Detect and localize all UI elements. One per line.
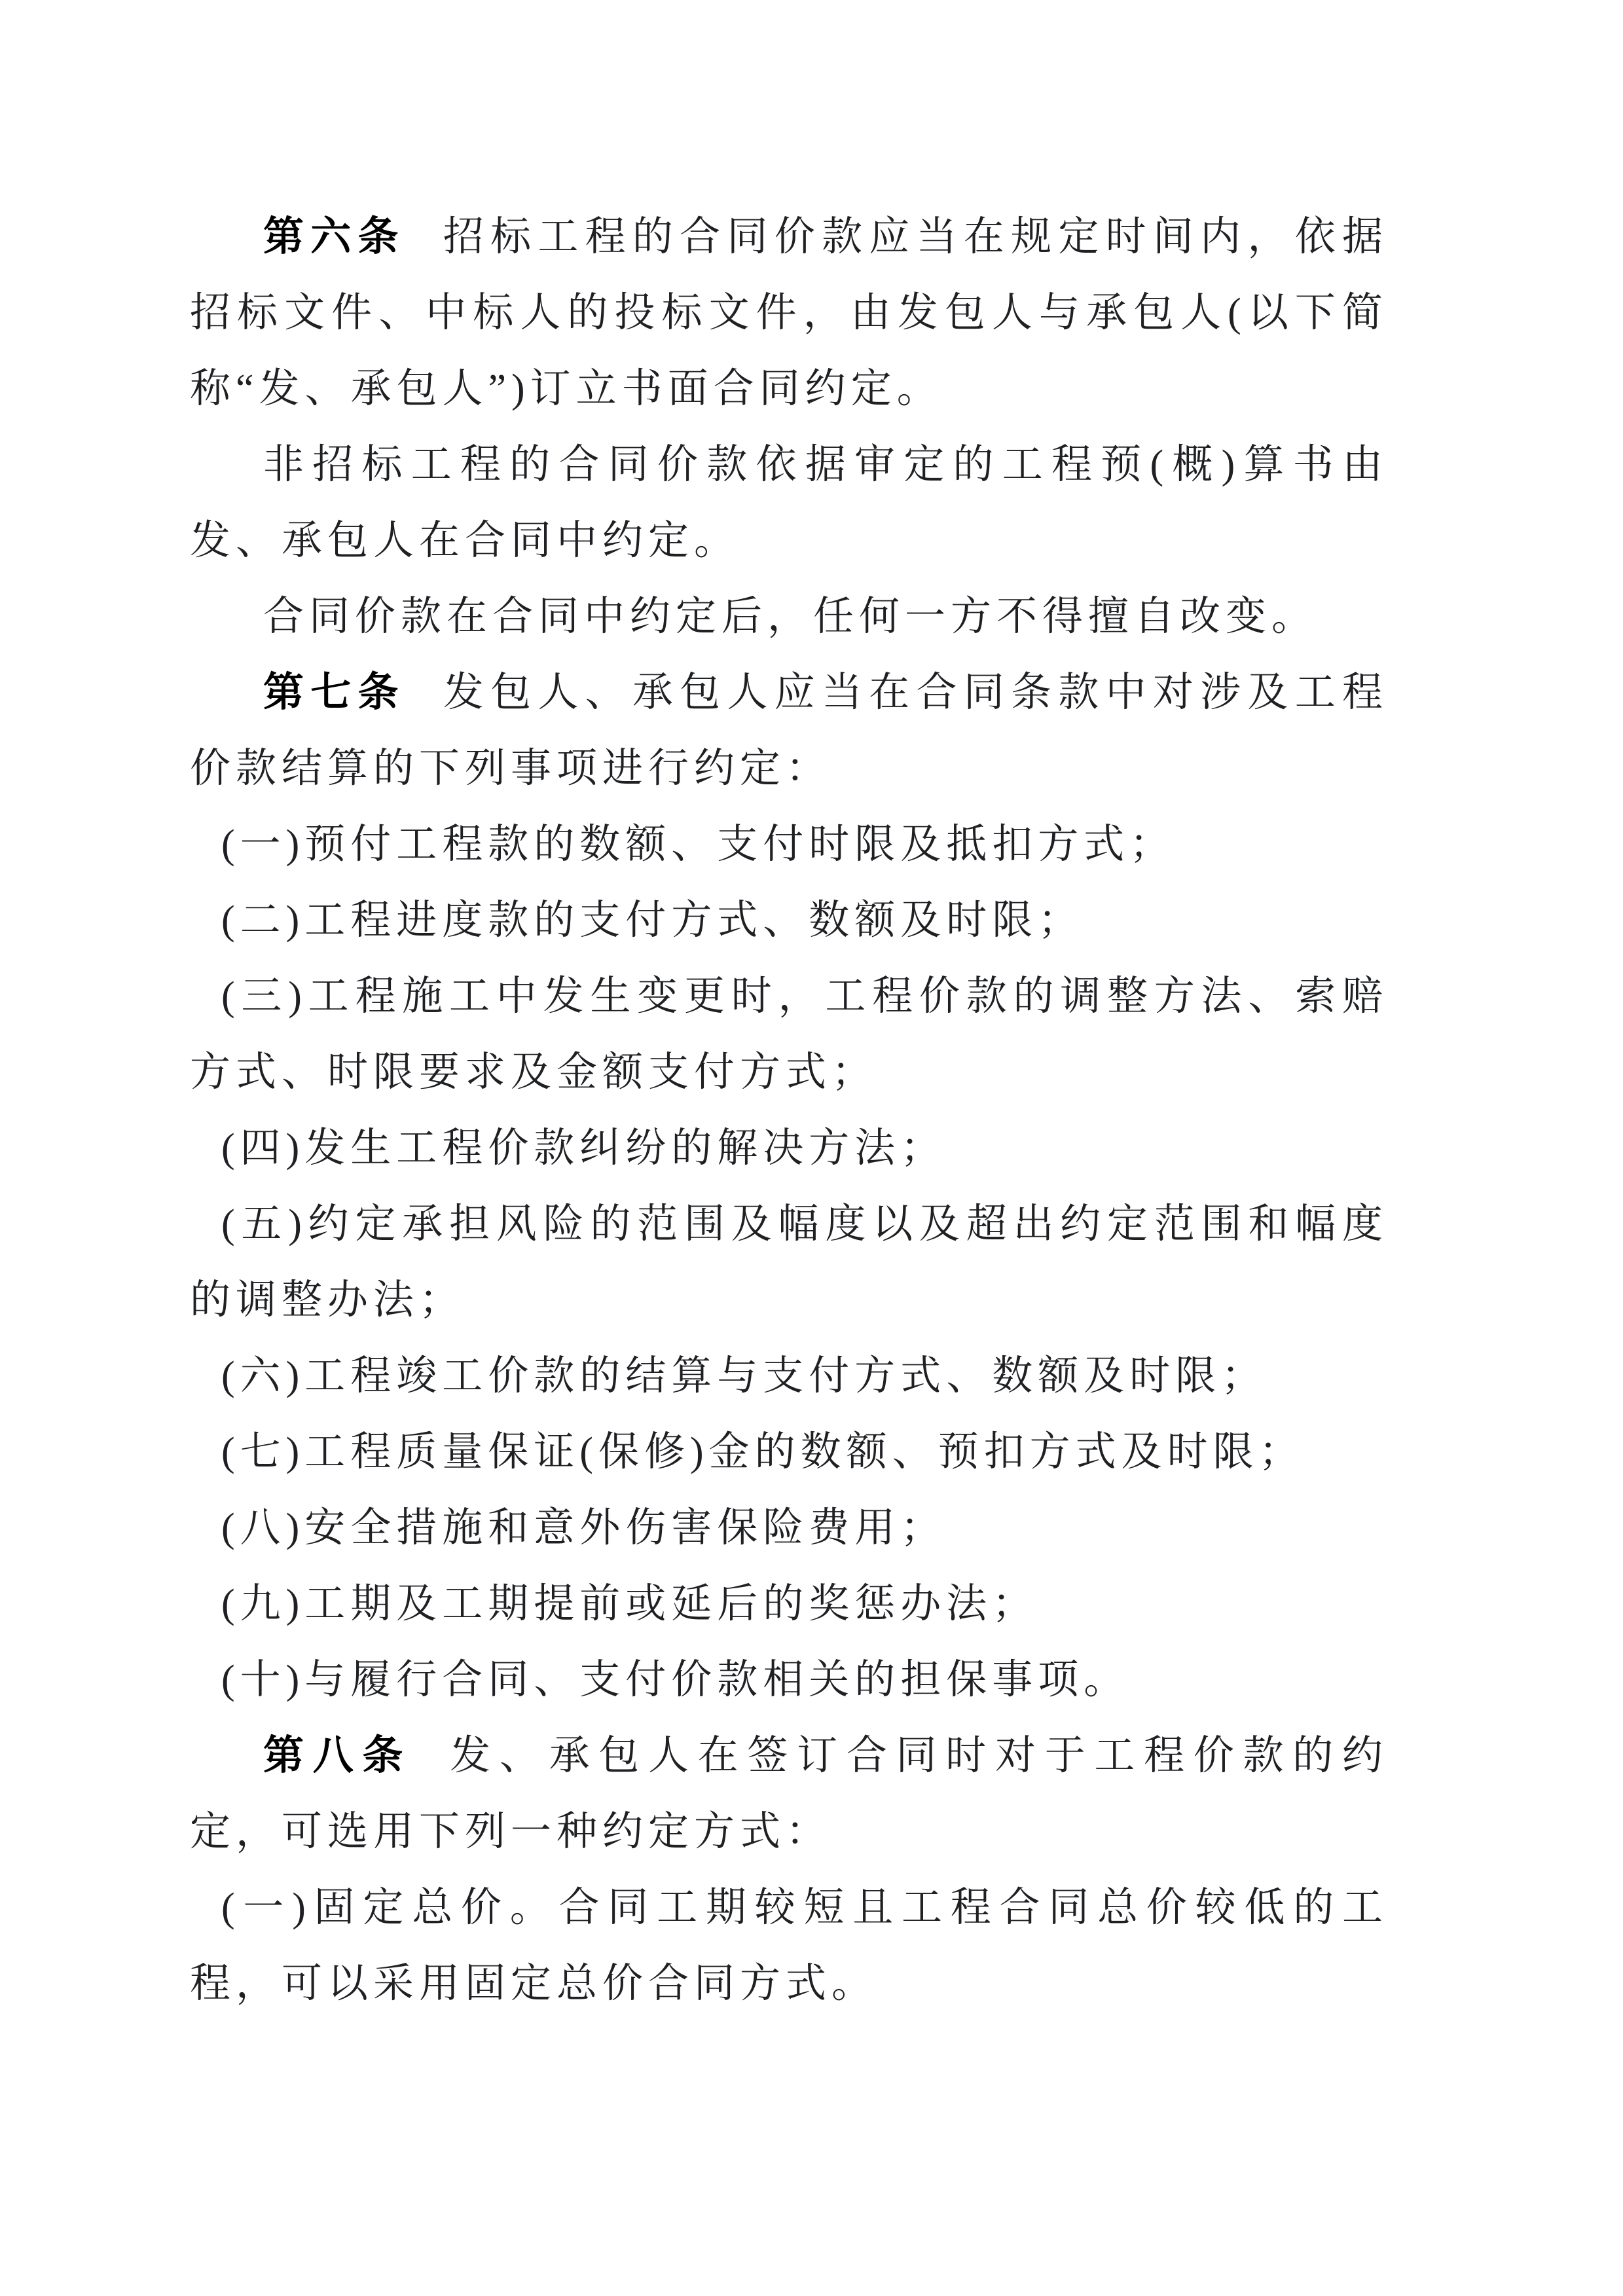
paragraph-text: (七)工程质量保证(保修)金的数额、预扣方式及时限； [221,1430,1305,1474]
paragraph-text: 合同价款在合同中约定后，任何一方不得擅自改变。 [263,594,1318,639]
paragraph-article-8 [190,1718,1388,1870]
list-item-5 [190,1186,1388,1338]
list-item-7 [190,1414,1388,1490]
list-item-8 [190,1490,1388,1566]
list-item-fixed-price [190,1870,1388,2022]
article-number: 第八条 [263,1734,412,1778]
list-item-10 [190,1642,1388,1718]
paragraph-text: 发包人、承包人应当在合同条款中对涉及工程价款结算的下列事项进行约定： [190,670,1388,791]
paragraph-article-6 [190,199,1388,427]
list-item-9 [190,1566,1388,1642]
list-item-3 [190,958,1388,1110]
paragraph-text: (五)约定承担风险的范围及幅度以及超出约定范围和幅度的调整办法； [190,1202,1388,1322]
paragraph-text: 非招标工程的合同价款依据审定的工程预(概)算书由发、承包人在合同中约定。 [190,443,1388,563]
list-item-4 [190,1110,1388,1186]
paragraph-text: (一)固定总价。合同工期较短且工程合同总价较低的工程，可以采用固定总价合同方式。 [190,1886,1388,2006]
paragraph-text: (三)工程施工中发生变更时，工程价款的调整方法、索赔方式、时限要求及金额支付方式； [190,974,1388,1095]
article-number: 第七条 [263,670,405,715]
article-number: 第六条 [263,215,405,259]
paragraph-text: 招标工程的合同价款应当在规定时间内，依据招标文件、中标人的投标文件，由发包人与承包人(以下简称“发、承包人”)订立书面合同约定。 [190,215,1388,411]
paragraph-text: (十)与履行合同、支付价款相关的担保事项。 [221,1658,1130,1702]
document-page [190,199,1388,2022]
paragraph-article-7 [190,655,1388,807]
paragraph-text: (六)工程竣工价款的结算与支付方式、数额及时限； [221,1354,1267,1398]
paragraph-text: (九)工期及工期提前或延后的奖惩办法； [221,1582,1038,1626]
paragraph-text: (八)安全措施和意外伤害保险费用； [221,1506,947,1550]
paragraph-text: (二)工程进度款的支付方式、数额及时限； [221,898,1084,943]
paragraph [190,427,1388,579]
paragraph-text: (四)发生工程价款纠纷的解决方法； [221,1126,947,1171]
paragraph [190,579,1388,655]
paragraph-text: (一)预付工程款的数额、支付时限及抵扣方式； [221,822,1176,867]
paragraph-text: 发、承包人在签订合同时对于工程价款的约定，可选用下列一种约定方式： [190,1734,1388,1854]
list-item-6 [190,1338,1388,1414]
list-item-2 [190,883,1388,958]
list-item-1 [190,807,1388,883]
